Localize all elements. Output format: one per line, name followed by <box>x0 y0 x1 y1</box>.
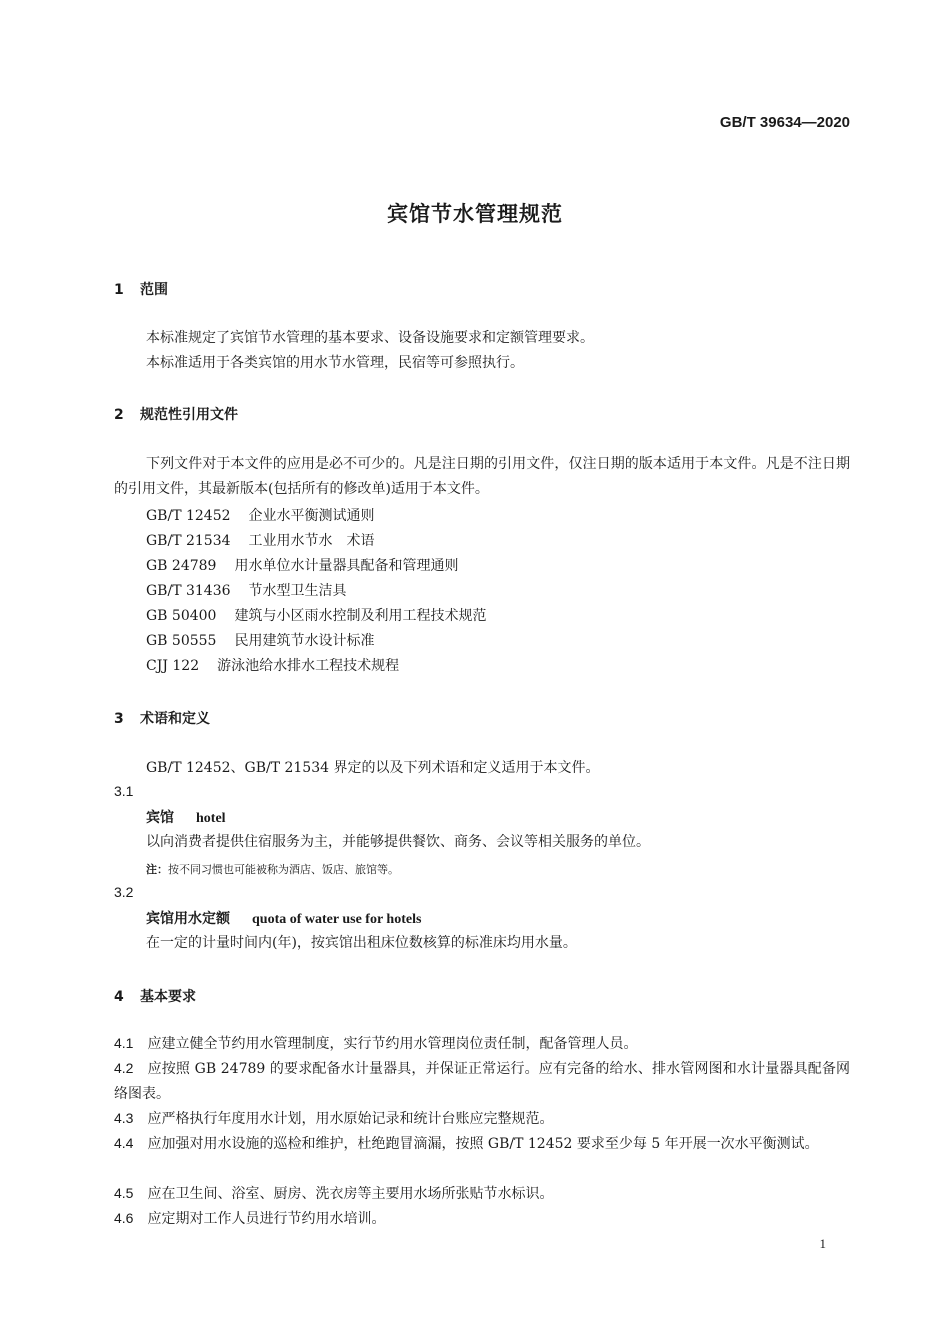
reference-item <box>146 655 399 675</box>
section-number: 2 <box>114 407 124 423</box>
reference-item <box>146 605 486 625</box>
section-number: 3 <box>114 711 124 727</box>
section-title: 范围 <box>140 282 168 298</box>
note-label: 注： <box>146 863 168 876</box>
section-3-heading <box>114 708 210 728</box>
section-title: 术语和定义 <box>140 711 210 727</box>
paragraph: GB/T 12452、GB/T 21534 界定的以及下列术语和定义适用于本文件。 <box>146 760 600 776</box>
reference-item <box>146 580 347 600</box>
term-number: 3.1 <box>114 783 134 799</box>
clause <box>114 1131 850 1157</box>
reference-name: 民用建筑节水设计标准 <box>234 633 375 649</box>
reference-name: 节水型卫生洁具 <box>248 583 347 599</box>
clause <box>114 1056 850 1107</box>
reference-name: 企业水平衡测试通则 <box>248 508 375 524</box>
clause-number: 4.5 <box>114 1185 134 1201</box>
clause <box>114 1106 850 1132</box>
section-title: 规范性引用文件 <box>140 407 238 423</box>
clause-number: 4.4 <box>114 1135 134 1151</box>
clause-number: 4.2 <box>114 1060 134 1076</box>
clause-number: 4.1 <box>114 1035 134 1051</box>
paragraph <box>114 452 850 502</box>
term-en: hotel <box>196 811 226 826</box>
reference-name: 工业用水节水 术语 <box>248 533 375 549</box>
term-note <box>146 861 399 877</box>
reference-item <box>146 555 458 575</box>
clause-text: 应在卫生间、浴室、厨房、洗衣房等主要用水场所张贴节水标识。 <box>147 1186 554 1202</box>
term-cn: 宾馆 <box>146 810 174 826</box>
section-number: 1 <box>114 282 124 298</box>
intro-text: 下列文件对于本文件的应用是必不可少的。凡是注日期的引用文件，仅注日期的版本适用于本文件。凡是不注日期的引用文件，其最新版本(包括所有的修改单)适用于本文件。 <box>114 456 850 497</box>
reference-code: GB/T 31436 <box>146 583 231 599</box>
clause <box>114 1031 850 1057</box>
reference-code: GB 50555 <box>146 633 217 649</box>
term-number: 3.2 <box>114 884 134 900</box>
section-title: 基本要求 <box>140 989 196 1005</box>
term-definition: 在一定的计量时间内(年)，按宾馆出租床位数核算的标准床均用水量。 <box>146 935 577 951</box>
section-2-heading <box>114 404 238 424</box>
clause-number: 4.3 <box>114 1110 134 1126</box>
page-number: 1 <box>819 1236 826 1251</box>
term-definition: 以向消费者提供住宿服务为主，并能够提供餐饮、商务、会议等相关服务的单位。 <box>146 834 650 850</box>
note-text: 按不同习惯也可能被称为酒店、饭店、旅馆等。 <box>168 863 399 876</box>
clause-text: 应加强对用水设施的巡检和维护，杜绝跑冒滴漏，按照 GB/T 12452 要求至少每 5 年开展一次水平衡测试。 <box>147 1136 819 1152</box>
clause <box>114 1181 850 1207</box>
reference-code: GB/T 21534 <box>146 533 231 549</box>
term-en: quota of water use for hotels <box>252 912 422 927</box>
clause-text: 应按照 GB 24789 的要求配备水计量器具，并保证正常运行。应有完备的给水、排水管网图和水计量器具配备网络图表。 <box>114 1061 850 1102</box>
term-cn: 宾馆用水定额 <box>146 911 230 927</box>
document-title: 宾馆节水管理规范 <box>387 202 563 226</box>
section-4-heading <box>114 986 196 1006</box>
section-number: 4 <box>114 989 124 1005</box>
reference-code: GB 24789 <box>146 558 217 574</box>
reference-name: 建筑与小区雨水控制及利用工程技术规范 <box>234 608 487 624</box>
paragraph: 本标准规定了宾馆节水管理的基本要求、设备设施要求和定额管理要求。 <box>146 330 594 346</box>
clause <box>114 1206 850 1232</box>
reference-name: 用水单位水计量器具配备和管理通则 <box>234 558 459 574</box>
paragraph: 本标准适用于各类宾馆的用水节水管理，民宿等可参照执行。 <box>146 355 524 371</box>
clause-text: 应严格执行年度用水计划，用水原始记录和统计台账应完整规范。 <box>147 1111 554 1127</box>
clause-text: 应定期对工作人员进行节约用水培训。 <box>147 1211 386 1227</box>
reference-name: 游泳池给水排水工程技术规程 <box>217 658 400 674</box>
section-1-heading <box>114 279 168 299</box>
term-name <box>146 908 421 928</box>
reference-item <box>146 630 374 650</box>
reference-code: CJJ 122 <box>146 658 200 674</box>
reference-item <box>146 530 375 550</box>
reference-code: GB 50400 <box>146 608 217 624</box>
clause-text: 应建立健全节约用水管理制度，实行节约用水管理岗位责任制，配备管理人员。 <box>147 1036 638 1052</box>
reference-item <box>146 505 375 525</box>
reference-code: GB/T 12452 <box>146 508 231 524</box>
term-name <box>146 807 226 827</box>
clause-number: 4.6 <box>114 1210 134 1226</box>
standard-code: GB/T 39634—2020 <box>719 114 850 131</box>
